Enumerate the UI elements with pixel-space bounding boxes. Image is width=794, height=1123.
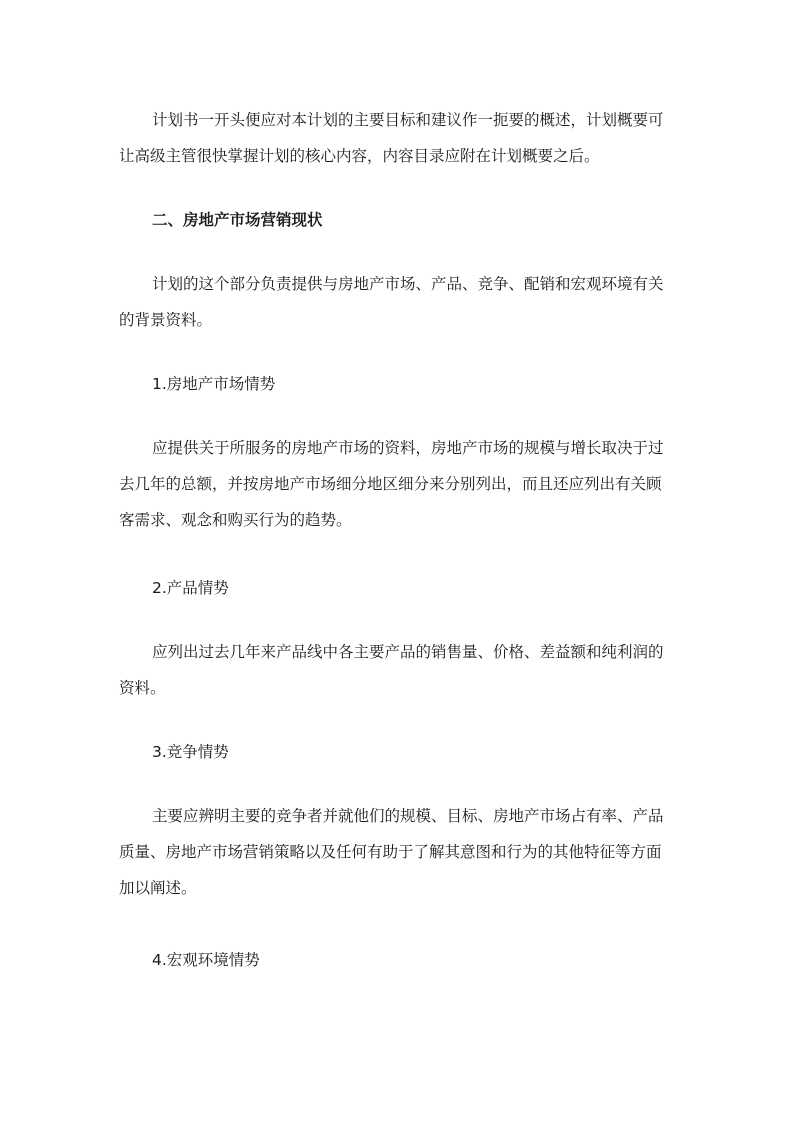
paragraph-product-situation bbox=[119, 634, 679, 706]
text-line: 应提供关于所服务的房地产市场的资料，房地产市场的规模与增长取决于过 bbox=[152, 439, 664, 457]
subheading-text: 4.宏观环境情势 bbox=[152, 951, 260, 969]
paragraph-plan-summary bbox=[119, 102, 679, 174]
subheading-text: 2.产品情势 bbox=[152, 579, 229, 597]
subheading-market-situation bbox=[119, 366, 679, 402]
text-line: 应列出过去几年来产品线中各主要产品的销售量、价格、差益额和纯利润的 bbox=[152, 643, 664, 661]
subheading-competition-situation bbox=[119, 734, 679, 770]
text-line: 资料。 bbox=[119, 679, 166, 697]
paragraph-market-situation bbox=[119, 430, 679, 538]
text-line: 计划的这个部分负责提供与房地产市场、产品、竞争、配销和宏观环境有关 bbox=[152, 275, 664, 293]
text-line: 主要应辨明主要的竞争者并就他们的规模、目标、房地产市场占有率、产品 bbox=[152, 807, 664, 825]
text-line: 客需求、观念和购买行为的趋势。 bbox=[119, 511, 352, 529]
subheading-macro-environment bbox=[119, 942, 679, 978]
subheading-product-situation bbox=[119, 570, 679, 606]
text-line: 让高级主管很快掌握计划的核心内容，内容目录应附在计划概要之后。 bbox=[119, 147, 600, 165]
text-line: 计划书一开头便应对本计划的主要目标和建议作一扼要的概述，计划概要可 bbox=[152, 111, 664, 129]
paragraph-background bbox=[119, 266, 679, 338]
text-line: 的背景资料。 bbox=[119, 311, 213, 329]
subheading-text: 3.竞争情势 bbox=[152, 743, 229, 761]
heading-text: 二、房地产市场营销现状 bbox=[152, 211, 323, 229]
text-line: 加以阐述。 bbox=[119, 879, 197, 897]
paragraph-competition-situation bbox=[119, 798, 679, 906]
section-heading-market-status bbox=[119, 202, 679, 238]
subheading-text: 1.房地产市场情势 bbox=[152, 375, 276, 393]
text-line: 质量、房地产市场营销策略以及任何有助于了解其意图和行为的其他特征等方面 bbox=[119, 843, 662, 861]
text-line: 去几年的总额，并按房地产市场细分地区细分来分别列出，而且还应列出有关顾 bbox=[119, 475, 662, 493]
